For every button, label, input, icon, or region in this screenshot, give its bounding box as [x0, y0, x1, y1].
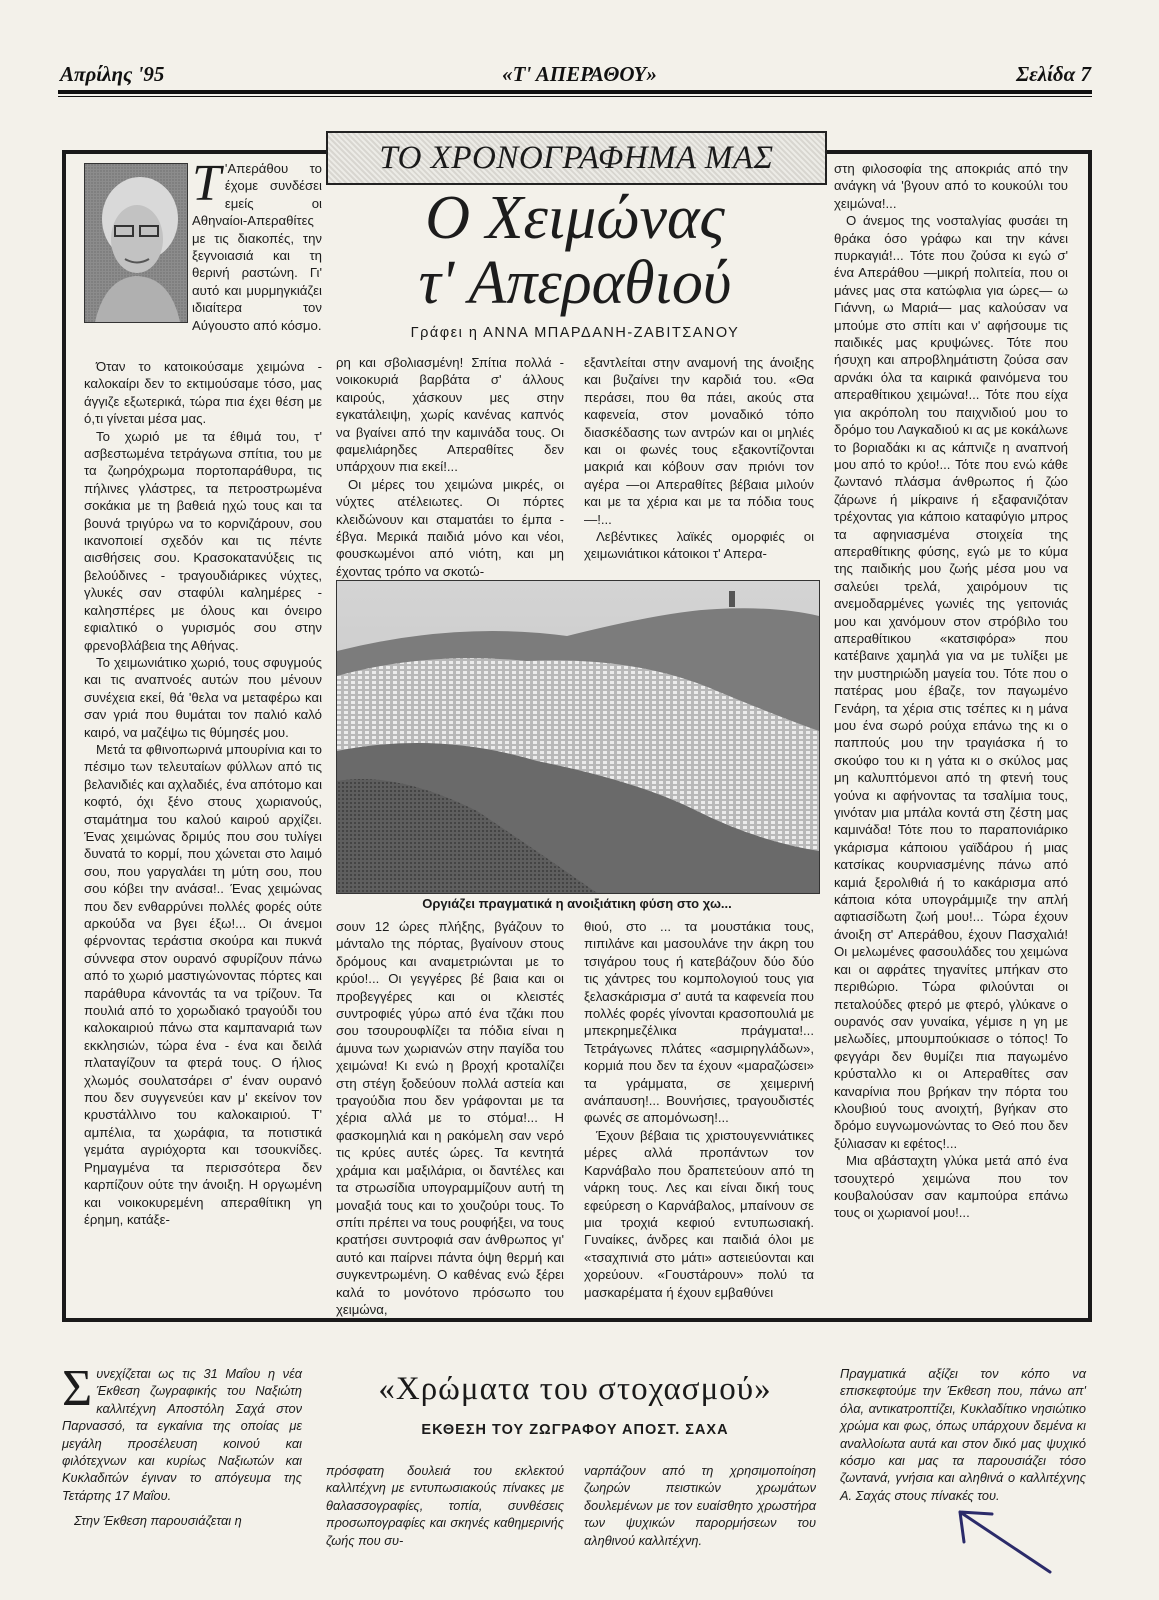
exhibit-mid-text-1: πρόσφατη δουλειά του εκλεκτού καλλιτέχνη με εντυπωσιακούς πίνακες με θαλασσογραφίες, τοπία, συνθέσεις προσωπογραφίες και σκηνές καθημερινής ζωής που συ-	[326, 1463, 564, 1548]
author-portrait	[84, 163, 188, 323]
exhibit-right-column	[840, 1365, 1086, 1504]
column-4-paragraph: Μια αβάσταχτη γλύκα μετά από ένα τσουχτερό χειμώνα που τον κουβαλούσαν σαν καμπούρα επάνω τους οι χωριανοί μου!...	[834, 1153, 1068, 1221]
section-banner: ΤΟ ΧΡΟΝΟΓΡΑΦΗΜΑ ΜΑΣ	[326, 131, 827, 185]
column-2-bottom	[336, 918, 564, 1318]
column-3-top	[584, 354, 814, 563]
exhibit-title: «Χρώματα του στοχασμού»	[378, 1371, 772, 1407]
page-number: Σελίδα 7	[1016, 62, 1091, 86]
column-1-intro-text: 'Απεράθου το έχομε συνδέσει εμείς οι Αθηναίοι-Απεραθίτες με τις διακοπές, την ξεγνοιασιά και τη θερινή ραστώνη. Γι' αυτό και μυρμηγκιάζει ιδιαίτερα τον Αύγουστο από κόσμο.	[192, 161, 322, 333]
exhibit-mid-column-1	[326, 1462, 564, 1549]
column-4	[834, 160, 1068, 1222]
column-4-paragraph: Ο άνεμος της νοσταλγίας φυσάει τη θράκα όσο γράφω και την κάνει πυρκαγιά!... Τότε που ζούσα κι εγώ σ' ένα Απεράθου —μικρή πολιτεία, που οι μάνες μας στα κατώφλια για ώρες— ω Γιάννη, ω Μαριά— μας καλούσαν να μπούμε στο σπίτι και ν' αφήσουμε τις παιδικές μας κρυψώνες. Τότε που ήσυχη και απροβλημάτιστη ζούσα σαν αρνάκι όλα τα καιρικά φαινόμενα του απεραθίτικου χειμώνα!... Τότε που είχα για ακρόπολη του παιχνιδιού μου το δρόμο του Λαγκαδιού κι ας με κοκάλωνε το βοριαδάκι κι ας κάπνιζε η αναπνοή μου από το κρύο!... Τότε που ενώ κάθε ζωντανό πλάσμα άνθρωπος ή ζώο ζάρωνε ή μίκραινε ή εξαφανιζόταν τρέχοντας για κάποιο καταφύγιο μπρος τα αφηνιασμένα στοιχεία της απεραθίτικης φύσης, εγώ με το κύμα της παιδικής μου ζωής μέσα μου να σαλεύει τρελά, χαιρόμουν τις ανεμοδαρμένες γωνιές της γειτονιάς μου και χανόμουν στον στρόβιλο του απεραθίτικου «κατσιφόρα» που κατέβαινε χαμηλά για να με τυλίξει με την μυστηριώδη μαγεία του. Τότε που ο πατέρας μου έβαζε, τον παγωμένο Γενάρη, τα χέρια στις τσέπες κι η μάνα μου ένα σωρό ρούχα επάνω της κι ο παππούς μου την τραγιάσκα ή το σκούφο του κι η γάτα κι ο σκύλος μας μη καλυπτόμενοι από τη φτενή τους γούνα κι αφήνοντας τα τσαλίμια τους, γινόταν μια μπάλα κοντά στη ζέστη μας καμινάδα! Τότε που το παραπονιάρικο γκάρισμα κάποιου γαϊδάρου ή μιας κατσίκας κουρνιασμένης πάνω από καμιά ξερολιθιά ή το κακάρισμα από κάποια κότα υπογράμμιζε την απλή αφτιασίδωτη ζωή μου!... Τώρα έχουν άνοιξη στ' Απεράθου, έχουν Πασχαλιά! Οι μελωμένες φασουλάδες του χειμώνα και οι αφράτες τηγανίτες μπήκαν στο περιθώριο. Τώρα φιλούνται οι πεταλούδες φτερό με φτερό, γλύκανε ο ουρανός σαν γυναίκα, γέμισε η γη με μελωδίες, μπουμπούκιασε ο τόπος! Το φεγγάρι δεν θυμίζει πια παγωμένο κρύσταλλο κι οι Απεραθίτες σαν καναρίνια που βρήκαν την πόρτα του κλουβιού τους ανοιχτή, βγήκαν στο δρόμο ευγνωμονώντας το Θεό που δεν ξύλιασαν κι εφέτος!...	[834, 213, 1068, 1151]
article-title-line1: Ο Χειμώνας	[425, 184, 725, 252]
photo-caption: Οργιάζει πραγματικά η ανοιξιάτικη φύση στο χω...	[422, 896, 732, 911]
exhibit-left-text: υνεχίζεται ως τις 31 Μαΐου η νέα Έκθεση ζωγραφικής του Ναξιώτη καλλιτέχνη Αποστόλη Σαχά στον Παρνασσό, τα εγκαίνια της οποίας με μεγάλη προσέλευση κοινού και φιλότεχνων και κυρίως Ναξιωτών και Κυκλαδιτών έγιναν το απόγευμα της Τετάρτης 17 Μαΐου.	[62, 1366, 302, 1503]
pen-arrow-icon	[950, 1500, 1060, 1580]
column-3-paragraph: εξαντλείται στην αναμονή της άνοιξης και βυζαίνει την καρδιά του. «Θα περάσει, που θα πάει, ακούς στα καφενεία, στον μοναδικό τόπο διασκέδασης των αντρών και οι μηλιές και οι φωνές τους εξακοντίζονται μακριά και κόβουν σαν πριόνι τον αγέρα —οι Απεραθίτες βέβαια μιλούν και με τα χέρια και με τα πόδια τους—!...	[584, 355, 814, 527]
column-1-intro	[192, 155, 322, 334]
column-3-paragraph: θιού, στο ... τα μουστάκια τους, πιπιλάνε και μασουλάνε την άκρη του τσιγάρου τους ή κατεβάζουν δύο δύο τις χάντρες του κομπολογιού τους για ξελασκάρισμα σ' αυτά τα καφενεία που πολλές φορές γίνονται κρασοπουλιά με μπεκρημεζέλικα πράγματα!... Τετράγωνες πλάτες «ασμιρηγλάδων», κορμιά που δεν τα έχουν «μαραζώσει» τα γράμματα, σε χειμερινή ανάπαυση!... Βουνήσιες, τραγουδιστές φωνές σε απομόνωση!...	[584, 919, 814, 1126]
exhibit-left-text-2: Στην Έκθεση παρουσιάζεται η	[74, 1513, 242, 1529]
article-byline: Γράφει η ΑΝΝΑ ΜΠΑΡΔΑΝΗ-ΖΑΒΙΤΣΑΝΟΥ	[410, 325, 740, 341]
exhibit-left-column	[62, 1360, 302, 1530]
column-1-paragraph: Το χειμωνιάτικο χωριό, τους σφυγμούς και τις αναπνοές αυτών που μένουν συνέχεια εκεί, θά 'θελα να μεταφέρω και σαν γριά που θυμάται τον παλιό καλό καιρό, να μαζέψω τις θύμησές μου.	[84, 654, 322, 740]
drop-cap: Τ	[192, 155, 221, 212]
header-rule-thin	[58, 96, 1092, 97]
column-3-paragraph: Έχουν βέβαια τις χριστουγεννιάτικες μέρες αλλά προπάντων τον Καρνάβαλο που δραπετεύουν από τη νάρκη τους. Λες και είναι δική τους εφεύρεση ο Καρνάβαλος, μπαίνουν σε μια τροχιά κεφιού εντυπωσιακή. Γυναίκες, άνδρες και παιδιά όλοι με «τσαχπινιά στο μάτι» αστειεύονται και χορεύουν. «Γουστάρουν» πολύ τα μασκαρέματα ή έχουν εμβαθύνει	[584, 1127, 814, 1300]
column-1-paragraph: Το χωριό με τα έθιμά του, τ' ασβεστωμένα τετράγωνα σπίτια, του με τα ζωηρόχρωμα πορτοπαράθυρα, τις πήλινες γλάστρες, τα πετροστρωμένα σοκάκια με τη βαθειά ηχώ τους και τα βουνά τριγύρω να το κορνιζάρουν, σου ικανοποιεί σχεδόν και τις πέντε αισθήσεις σου. Κρασοκατανύξεις τις βελούδινες - τραγουδιάρικες νύχτες, γλυκές σαν σταφύλι καλημέρες - καλησπέρες με όλους και όνειρο εφιαλτικό ο γυρισμός σου στην φρενοβλάβεια της Αθήνας.	[84, 428, 322, 653]
column-3-bottom	[584, 918, 814, 1301]
village-photo	[336, 580, 820, 894]
column-2-top	[336, 354, 564, 580]
column-2-paragraph: σουν 12 ώρες πλήξης, βγάζουν το μάνταλο της πόρτας, βγαίνουν στους δρόμους και αναμετριώνται με το κρύο!... Οι γεγγέρες βέ βαια και οι προβεγγέρες και οι κλειστές συντροφιές γύρω από ένα τζάκι που σου τσουρουφλίζει τα πόδια είναι η άμυνα των χωριανών στην παγίδα του χειμώνα! Κι ενώ η βροχή κροταλίζει στη στέγη ξοδεύουν πολλά αστεία και τραγούδια που δεν γράφονται με τα χέρια αλλά με το στόμα!... Η φασκομηλιά και η ρακόμελη σαν νερό τις κρύες αυτές ώρες. Τα κεντητά χράμια και μαξιλάρια, οι δαντέλες και τα στρωσίδια υπογραμμίζουν αυτή τη μοναξιά τους και το χουζούρι τους. Το σπίτι πρέπει να τους ρουφήξει, να τους κρατήσει συντροφιά σαν άνθρωπος γι' αυτό και παίρνει πάντα όψη θερμή και συγκεντρωμένη. Ο καθένας ενώ ξέρει καλά το μονότονο πρόσωπο του χειμώνα,	[336, 919, 564, 1317]
exhibit-right-text: Πραγματικά αξίζει τον κόπο να επισκεφτούμε την Έκθεση που, πάνω απ' όλα, αντικατροπτίζει, Κυκλαδίτικο νησιώτικο χρώμα και φως, όπως υπάρχουν δεμένα κι αναλλοίωτα αυτά και στον δικό μας ψυχικό κόσμο και μας τα παρουσιάζει τόσο ζωντανά, γνήσια και αληθινά ο καλλιτέχνης Α. Σαχάς στους πίνακές του.	[840, 1366, 1086, 1503]
newspaper-title: «Τ' ΑΠΕΡΑΘΟΥ»	[502, 62, 657, 86]
column-3-paragraph: Λεβέντικες λαϊκές ομορφιές οι χειμωνιάτικοι κάτοικοι τ' Απερα-	[584, 529, 814, 562]
column-1	[84, 358, 322, 1228]
issue-date: Απρίλης '95	[60, 62, 165, 86]
exhibit-drop-cap: Σ	[62, 1360, 93, 1417]
column-1-paragraph: Όταν το κατοικούσαμε χειμώνα - καλοκαίρι δεν το εκτιμούσαμε τόσο, μας άγγιζε εξωτερικά, τώρα πια έχει θέση με ό,τι γίνεται μέσα μας.	[84, 359, 322, 427]
column-1-paragraph: Μετά τα φθινοπωρινά μπουρίνια και το πέσιμο των τελευταίων φύλλων από τις βελανιδιές και αχλαδιές, ένα απότομο και κοφτό, όχι ξένο στους χωριανούς, σταμάτημα του καλού καιρού αρχίζει. Ένας χειμώνας δριμύς που σου τυλίγει δυνατά το κορμί, που χώνεται στο λαιμό σου, που γαργαλάει τη μύτη σου, που σου κόβει την ανάσα!.. Ένας χειμώνας που δεν ενθαρρύνει πολλές φορές ούτε αρκούδα να βγει έξω!... Οι άνεμοι φέρνοντας τεράστια σκούρα και πυκνά σύννεφα στον ουρανό σφυρίζουν πάνω από το χωριό μαστιγώνοντας πόρτες και παράθυρα κάνοντάς τα να τρίζουν. Τα πουλιά από το χορωδιακό τραγούδι του καλοκαιριού πάνω στα καμπαναριά των εκκλησιών, τώρα ένα - ένα και δειλά πλαταγίζουν τα φτερά τους. Ο ήλιος χλωμός σουλατσάρει σ' έναν ουρανό που δεν συγγενεύει καν μ' εκείνον τον κρυστάλλινο του καλοκαιριού. Τ' αμπέλια, τα χωράφια, τα ποτιστικά γεμάτα αγριόχορτα και τσουκνίδες. Ρημαγμένα τα περισσότερα δεν καρπίζουν ούτε την άνοιξη. Η οργωμένη και νοικοκυρεμένη απεραθίτικη γη έρημη, κατάξε-	[84, 741, 322, 1227]
header-rule	[58, 90, 1092, 94]
article-title-line2: τ' Απεραθιού	[418, 249, 732, 317]
column-4-paragraph: στη φιλοσοφία της αποκριάς από την ανάγκη νά 'βγουν από το κουκούλι του χειμώνα!...	[834, 161, 1068, 211]
exhibit-mid-column-2	[584, 1462, 816, 1549]
column-2-paragraph: Οι μέρες του χειμώνα μικρές, οι νύχτες ατέλειωτες. Οι πόρτες κλειδώνουν και σταματάει το έμπα - έβγα. Μερικά παιδιά μόνο και νέοι, φουσκωμένοι από νιότη, και μη έχοντας τρόπο να σκοτώ-	[336, 476, 564, 579]
exhibit-mid-text-2: ναρπάζουν από τη χρησιμοποίηση ζωηρών πειστικών χρωμάτων δουλεμένων με τον ευαίσθητο χρωστήρα των ψυχικών παρορμήσεων του αληθινού καλλιτέχνη.	[584, 1463, 816, 1548]
exhibit-subtitle: ΕΚΘΕΣΗ ΤΟΥ ΖΩΓΡΑΦΟΥ ΑΠΟΣΤ. ΣΑΧΑ	[421, 1422, 729, 1438]
column-2-paragraph: ρη και σβολιασμένη! Σπίτια πολλά - νοικοκυριά βαρβάτα σ' άλλους καιρούς, χάσκουν μες στην εγκατάλειψη, χωρίς κανένας καπνός να βγαίνει από την καμινάδα τους. Οι φαμελιάρηδες Απεραθίτες δεν υπάρχουν πια εκεί!...	[336, 355, 564, 475]
